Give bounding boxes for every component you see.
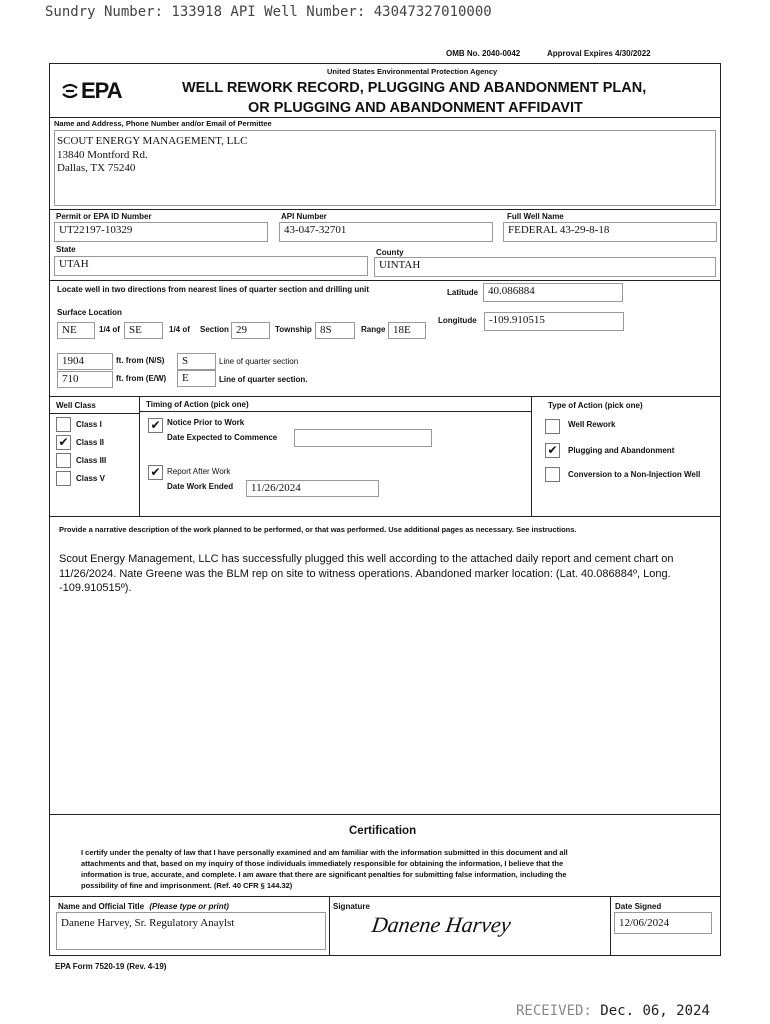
well-rework-label: Well Rework: [568, 420, 616, 429]
name-title-label: [58, 902, 229, 911]
township-field[interactable]: 8S: [315, 322, 355, 339]
surface-location-label: Surface Location: [57, 308, 122, 317]
date-ended-field[interactable]: 11/26/2024: [246, 480, 379, 497]
plugging-checkbox[interactable]: ✔: [545, 443, 560, 458]
form-title-line1: WELL REWORK RECORD, PLUGGING AND ABANDONMENT PLAN,: [182, 80, 647, 96]
quarter-of-label-2: 1/4 of: [169, 325, 190, 334]
permit-number-field[interactable]: UT22197-10329: [54, 222, 268, 242]
signature[interactable]: Danene Harvey: [370, 912, 513, 937]
form-title-line2: OR PLUGGING AND ABANDONMENT AFFIDAVIT: [248, 100, 583, 116]
narrative-line-3: -109.910515º).: [59, 582, 132, 594]
signature-label: Signature: [333, 902, 370, 911]
permittee-name: SCOUT ENERGY MANAGEMENT, LLC: [57, 135, 248, 147]
received-date: Dec. 06, 2024: [600, 1003, 710, 1019]
ns-label: ft. from (N/S): [116, 356, 165, 365]
date-signed-label: Date Signed: [615, 902, 662, 911]
latitude-field[interactable]: 40.086884: [483, 283, 623, 302]
ns-direction-field[interactable]: S: [177, 353, 216, 370]
certification-line-3: information is true, accurate, and complete. I am aware that there are significant penalties for submitting false information, including the: [81, 870, 567, 879]
well-name-label: Full Well Name: [507, 212, 564, 221]
date-ended-label: Date Work Ended: [167, 482, 234, 491]
conversion-label: Conversion to a Non-Injection Well: [568, 470, 701, 479]
class-i-label: Class I: [76, 420, 102, 429]
quarter-of-label-1: 1/4 of: [99, 325, 120, 334]
line-of-quarter-section-2: Line of quarter section.: [219, 375, 308, 384]
class-v-label: Class V: [76, 474, 105, 483]
well-class-label: Well Class: [56, 401, 96, 410]
epa-logo-text: EPA: [81, 78, 122, 103]
omb-number: OMB No. 2040-0042: [446, 49, 521, 58]
api-number-field[interactable]: 43-047-32701: [279, 222, 493, 242]
epa-flower-icon: [60, 81, 80, 101]
class-v-checkbox[interactable]: [56, 471, 71, 486]
timing-label: Timing of Action (pick one): [146, 400, 249, 409]
line-of-quarter-section-1: Line of quarter section: [219, 357, 299, 366]
longitude-field[interactable]: -109.910515: [484, 312, 624, 331]
longitude-label: Longitude: [438, 316, 477, 325]
certification-line-1: I certify under the penalty of law that I have personally examined and am familiar with the information submitted in this document and all: [81, 848, 568, 857]
date-expected-field[interactable]: [294, 429, 432, 447]
section-label: Section: [200, 325, 229, 334]
permittee-label: Name and Address, Phone Number and/or Email of Permittee: [54, 119, 272, 128]
certification-line-2: attachments and that, based on my inquiry of those individuals immediately responsible for obtaining the information, I believe that the: [81, 859, 564, 868]
plugging-label: Plugging and Abandonment: [568, 446, 675, 455]
state-label: State: [56, 245, 76, 254]
received-stamp: [516, 1003, 710, 1019]
date-expected-label: Date Expected to Commence: [167, 433, 278, 442]
ew-distance-field[interactable]: 710: [57, 371, 113, 388]
latitude-label: Latitude: [447, 288, 479, 297]
quarter-1-field[interactable]: NE: [57, 322, 95, 339]
section-field[interactable]: 29: [231, 322, 270, 339]
well-name-field[interactable]: FEDERAL 43-29-8-18: [503, 222, 717, 242]
permittee-street: 13840 Montford Rd.: [57, 148, 148, 161]
notice-prior-checkbox[interactable]: ✔: [148, 418, 163, 433]
class-iii-checkbox[interactable]: [56, 453, 71, 468]
notice-prior-label: Notice Prior to Work: [167, 418, 245, 427]
name-title-field[interactable]: Danene Harvey, Sr. Regulatory Anaylst: [56, 912, 326, 950]
agency-name: United States Environmental Protection Agency: [327, 67, 498, 76]
state-field[interactable]: UTAH: [54, 256, 368, 276]
range-label: Range: [361, 325, 386, 334]
narrative-line-1: Scout Energy Management, LLC has successfully plugged this well according to the attached daily report and cement chart on: [59, 553, 674, 565]
received-label: RECEIVED:: [516, 1003, 592, 1019]
certification-text: [81, 847, 568, 891]
certification-line-4: possibility of fine and imprisonment. (Ref. 40 CFR § 144.32): [81, 881, 293, 890]
report-after-checkbox[interactable]: ✔: [148, 465, 163, 480]
action-type-label: Type of Action (pick one): [548, 401, 643, 410]
form-id: EPA Form 7520-19 (Rev. 4-19): [55, 962, 167, 971]
class-ii-checkbox[interactable]: ✔: [56, 435, 71, 450]
certification-title: Certification: [349, 825, 417, 837]
class-i-checkbox[interactable]: [56, 417, 71, 432]
name-title-hint: (Please type or print): [149, 902, 229, 911]
permittee-city: Dallas, TX 75240: [57, 162, 136, 174]
quarter-2-field[interactable]: SE: [124, 322, 163, 339]
name-title-label-text: Name and Official Title: [58, 902, 145, 911]
epa-logo: [60, 78, 122, 104]
sundry-header: Sundry Number: 133918 API Well Number: 43047327010000: [45, 4, 492, 20]
narrative-text[interactable]: [59, 552, 674, 596]
api-label: API Number: [281, 212, 327, 221]
permit-label: Permit or EPA ID Number: [56, 212, 152, 221]
county-label: County: [376, 248, 404, 257]
county-field[interactable]: UINTAH: [374, 257, 716, 277]
township-label: Township: [275, 325, 312, 334]
ew-direction-field[interactable]: E: [177, 370, 216, 387]
permittee-address: [57, 135, 247, 176]
range-field[interactable]: 18E: [388, 322, 426, 339]
ew-label: ft. from (E/W): [116, 374, 167, 383]
ns-distance-field[interactable]: 1904: [57, 353, 113, 370]
conversion-checkbox[interactable]: [545, 467, 560, 482]
narrative-instruction: Provide a narrative description of the work planned to be performed, or that was performed. Use additional pages as necessary. See instructions.: [59, 525, 577, 534]
narrative-line-2: 11/26/2024. Nate Greene was the BLM rep on site to witness operations. Abandoned marker location: (Lat. 40.086884º, Long.: [59, 567, 671, 580]
well-rework-checkbox[interactable]: [545, 419, 560, 434]
approval-expires: Approval Expires 4/30/2022: [547, 49, 651, 58]
class-ii-label: Class II: [76, 438, 105, 447]
class-iii-label: Class III: [76, 456, 107, 465]
report-after-label: Report After Work: [167, 467, 231, 476]
date-signed-field[interactable]: 12/06/2024: [614, 912, 712, 934]
location-instruction: Locate well in two directions from nearest lines of quarter section and drilling unit: [57, 285, 370, 294]
